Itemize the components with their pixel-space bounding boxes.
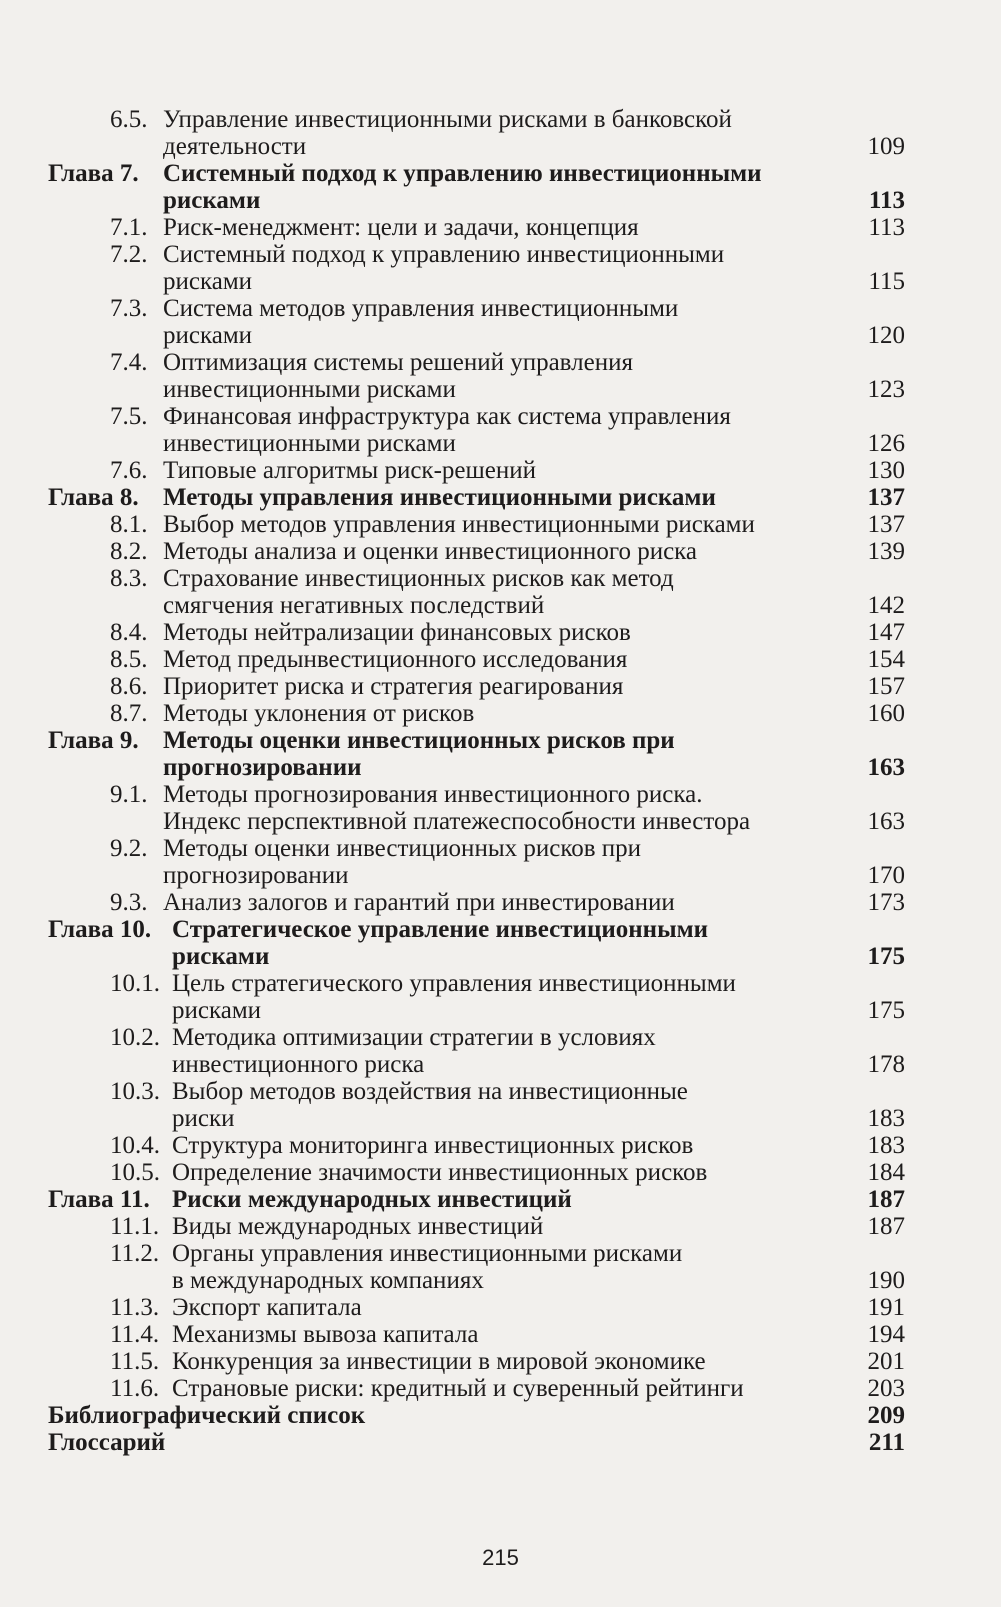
toc-number: 10.2. [110,1024,160,1051]
toc-number: 8.3. [110,565,148,592]
toc-page-number: 109 [867,133,905,160]
toc-number: 6.5. [110,106,148,133]
toc-page-number: 201 [867,1348,905,1375]
toc-title-line: Стратегическое управление инвестиционными [172,916,709,943]
toc-title-line: Методы оценки инвестиционных рисков при [163,727,675,754]
toc-page-number: 184 [867,1159,905,1186]
toc-page-number: 163 [867,754,905,781]
toc-page-number: 175 [867,997,905,1024]
toc-number: 8.1. [110,511,148,538]
toc-title-line: прогнозировании [163,754,362,781]
toc-title-line: деятельности [163,133,307,160]
toc-number: 11.1. [110,1213,160,1240]
toc-title-line: Индекс перспективной платежеспособности инвестора [163,808,751,835]
toc-page-number: 183 [867,1132,905,1159]
toc-page-number: 123 [867,376,905,403]
toc-number: 10.1. [110,970,160,997]
toc-title-line: Оптимизация системы решений управления [163,349,633,376]
toc-number: 8.7. [110,700,148,727]
page-number: 215 [482,1545,519,1570]
toc-title-line: Выбор методов воздействия на инвестиционные [172,1078,688,1105]
toc-title-line: Методы прогнозирования инвестиционного риска. [163,781,703,808]
toc-page-number: 160 [867,700,905,727]
toc-number: 11.5. [110,1348,160,1375]
toc-page-number: 142 [867,592,905,619]
toc-page-number: 115 [868,268,905,295]
toc-title-line: Методы нейтрализации финансовых рисков [163,619,631,646]
toc-number: 10.4. [110,1132,160,1159]
toc-title-line: смягчения негативных последствий [163,592,545,619]
toc-number: 7.1. [110,214,148,241]
toc-page-number: 137 [867,484,905,511]
toc-title-line: Органы управления инвестиционными рисками [172,1240,683,1267]
toc-page-number: 209 [867,1402,905,1429]
toc-title-line: Библиографический список [48,1402,366,1429]
toc-title-line: Методы оценки инвестиционных рисков при [163,835,642,862]
toc-title-line: инвестиционными рисками [163,430,456,457]
toc-title-line: Методы управления инвестиционными рисками [163,484,716,511]
toc-page-number: 187 [867,1186,905,1213]
toc-number: 7.4. [110,349,148,376]
toc-number: 10.5. [110,1159,160,1186]
toc-page-number: 157 [867,673,905,700]
toc-title-line: Страхование инвестиционных рисков как метод [163,565,674,592]
toc-title-line: Механизмы вывоза капитала [172,1321,479,1348]
toc-title-line: Страновые риски: кредитный и суверенный рейтинги [172,1375,744,1402]
toc-number: 11.4. [110,1321,160,1348]
toc-title-line: рисками [163,187,261,214]
toc-number: 8.5. [110,646,148,673]
toc-title-line: Методы уклонения от рисков [163,700,475,727]
toc-title-line: Структура мониторинга инвестиционных рисков [172,1132,694,1159]
toc-number: 8.2. [110,538,148,565]
toc-title-line: Методы анализа и оценки инвестиционного риска [163,538,698,565]
toc-page-number: 154 [867,646,905,673]
toc-number: 7.5. [110,403,148,430]
toc-number: 11.2. [110,1240,160,1267]
toc-title-line: Экспорт капитала [172,1294,362,1321]
toc-title-line: Риски международных инвестиций [172,1186,572,1213]
toc-title-line: Управление инвестиционными рисками в банковской [163,106,732,133]
toc-page-number: 203 [867,1375,905,1402]
toc-number: Глава 8. [48,484,139,511]
toc-title-line: риски [172,1105,235,1132]
toc-title-line: Риск-менеджмент: цели и задачи, концепция [163,214,639,241]
toc-page-number: 170 [867,862,905,889]
toc-number: 8.4. [110,619,148,646]
toc-page-number: 191 [867,1294,905,1321]
toc-title-line: Типовые алгоритмы риск-решений [163,457,536,484]
toc-number: 9.1. [110,781,148,808]
toc-title-line: в международных компаниях [172,1267,484,1294]
toc-page-number: 147 [867,619,905,646]
toc-page-number: 194 [867,1321,905,1348]
toc-number: 7.2. [110,241,148,268]
toc-number: 11.6. [110,1375,160,1402]
toc-title-line: Цель стратегического управления инвестиционными [172,970,736,997]
toc-title-line: Финансовая инфраструктура как система управления [163,403,731,430]
toc-number: Глава 11. [48,1186,150,1213]
toc-title-line: Определение значимости инвестиционных рисков [172,1159,708,1186]
toc-page-number: 187 [867,1213,905,1240]
toc-title-line: Конкуренция за инвестиции в мировой экономике [172,1348,706,1375]
toc-title-line: Системный подход к управлению инвестиционными [163,160,762,187]
toc-number: 11.3. [110,1294,160,1321]
toc-page-number: 137 [867,511,905,538]
toc-page-number: 183 [867,1105,905,1132]
toc-title-line: Системный подход к управлению инвестиционными [163,241,725,268]
toc-title-line: инвестиционными рисками [163,376,456,403]
toc-page-number: 175 [867,943,905,970]
toc-title-line: Глоссарий [48,1429,166,1456]
toc-number: 9.2. [110,835,148,862]
toc-number: Глава 7. [48,160,139,187]
toc-page-number: 163 [867,808,905,835]
toc-number: Глава 10. [48,916,152,943]
toc-title-line: инвестиционного риска [172,1051,425,1078]
toc-page-number: 113 [868,214,905,241]
toc-title-line: прогнозировании [163,862,349,889]
toc-title-line: рисками [163,268,253,295]
toc-page-number: 130 [867,457,905,484]
toc-title-line: рисками [172,943,270,970]
toc-number: 7.6. [110,457,148,484]
toc-title-line: Виды международных инвестиций [172,1213,544,1240]
toc-page-number: 211 [868,1429,905,1456]
toc-title-line: Выбор методов управления инвестиционными рисками [163,511,755,538]
toc-title-line: Метод предынвестиционного исследования [163,646,628,673]
toc-page-number: 178 [867,1051,905,1078]
toc-title-line: рисками [172,997,262,1024]
toc-title-line: Приоритет риска и стратегия реагирования [163,673,624,700]
toc-number: Глава 9. [48,727,139,754]
toc-number: 9.3. [110,889,148,916]
toc-page-number: 113 [868,187,905,214]
toc-number: 7.3. [110,295,148,322]
toc-number: 10.3. [110,1078,160,1105]
toc-number: 8.6. [110,673,148,700]
toc-title-line: рисками [163,322,253,349]
toc-title-line: Анализ залогов и гарантий при инвестировании [163,889,675,916]
toc-page-number: 126 [867,430,905,457]
toc-page-number: 190 [867,1267,905,1294]
toc-page-number: 120 [867,322,905,349]
toc-title-line: Система методов управления инвестиционными [163,295,679,322]
toc-title-line: Методика оптимизации стратегии в условиях [172,1024,656,1051]
toc-page-number: 139 [867,538,905,565]
toc-page-number: 173 [867,889,905,916]
